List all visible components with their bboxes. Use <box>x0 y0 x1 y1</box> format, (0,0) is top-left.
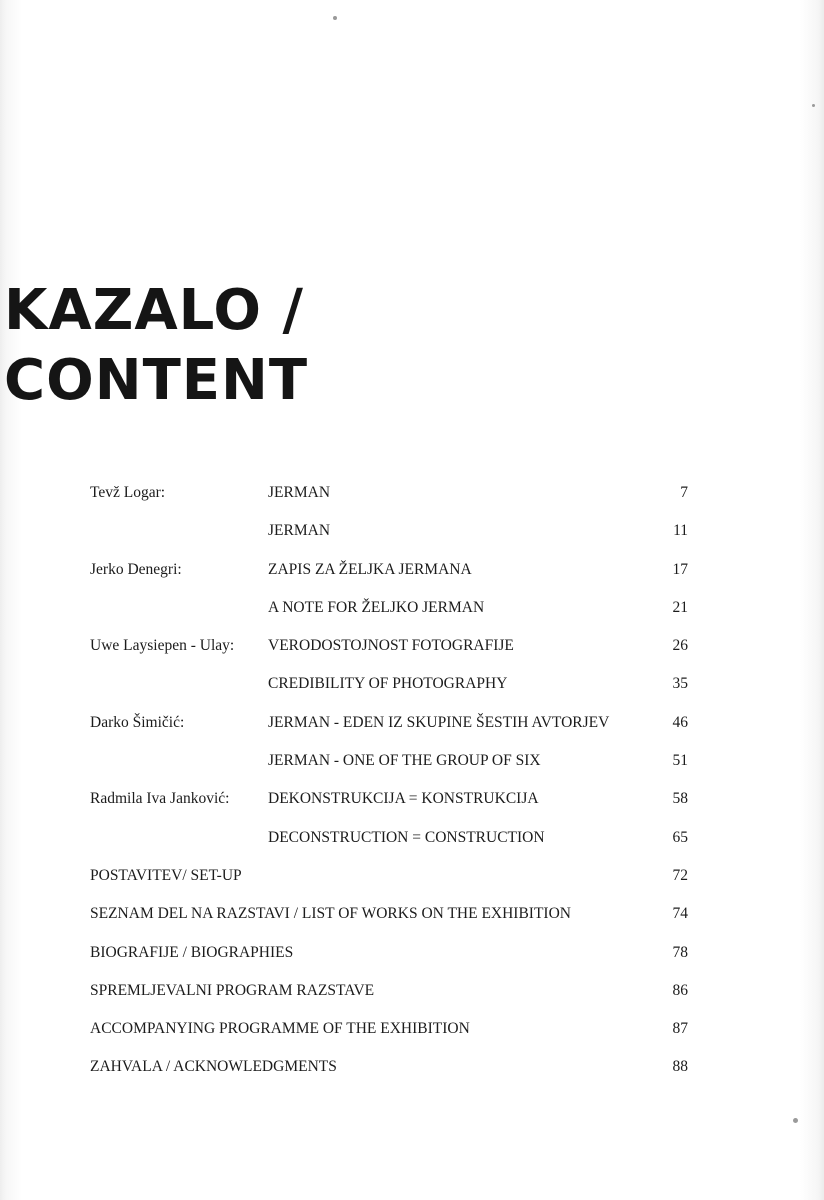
toc-author: Jerko Denegri: <box>90 560 182 578</box>
toc-page-number: 78 <box>672 943 688 961</box>
toc-entry-title: SPREMLJEVALNI PROGRAM RAZSTAVE <box>90 981 375 999</box>
table-of-contents <box>90 474 690 1087</box>
toc-page-number: 88 <box>672 1058 688 1076</box>
toc-page-number: 7 <box>680 484 688 501</box>
toc-author: Radmila Iva Janković: <box>90 790 230 808</box>
toc-row <box>90 1048 690 1086</box>
toc-entry-title: JERMAN - ONE OF THE GROUP OF SIX <box>268 752 541 770</box>
toc-entry-title: POSTAVITEV/ SET-UP <box>90 866 242 884</box>
paper-speck <box>812 104 815 107</box>
toc-page-number: 17 <box>672 560 688 578</box>
toc-page-number: 86 <box>672 981 688 999</box>
toc-page-number: 35 <box>672 675 688 693</box>
toc-entry-title: BIOGRAFIJE / BIOGRAPHIES <box>90 943 294 961</box>
toc-row <box>90 780 690 818</box>
toc-row <box>90 512 690 550</box>
toc-page-number: 74 <box>672 905 688 923</box>
toc-row <box>90 627 690 665</box>
toc-row <box>90 1010 690 1048</box>
toc-entry-title: VERODOSTOJNOST FOTOGRAFIJE <box>268 637 514 655</box>
toc-page-number: 58 <box>672 790 688 808</box>
toc-row <box>90 934 690 972</box>
paper-speck <box>793 1118 798 1123</box>
toc-entry-title: DEKONSTRUKCIJA = KONSTRUKCIJA <box>268 790 539 808</box>
toc-page-number: 21 <box>672 598 688 616</box>
toc-entry-title: CREDIBILITY OF PHOTOGRAPHY <box>268 675 508 693</box>
toc-entry-title: JERMAN - EDEN IZ SKUPINE ŠESTIH AVTORJEV <box>268 713 610 731</box>
toc-page-number: 72 <box>672 866 688 884</box>
title-line-2: CONTENT <box>4 348 309 413</box>
paper-speck <box>333 16 337 20</box>
toc-entry-title: A NOTE FOR ŽELJKO JERMAN <box>268 598 485 616</box>
toc-row <box>90 819 690 857</box>
toc-entry-title: JERMAN <box>268 484 331 501</box>
toc-page-number: 87 <box>672 1020 688 1038</box>
toc-row <box>90 474 690 512</box>
toc-row <box>90 857 690 895</box>
toc-entry-title: ZAPIS ZA ŽELJKA JERMANA <box>268 560 472 578</box>
toc-page-number: 51 <box>672 752 688 770</box>
title-line-1: KAZALO / <box>4 278 304 343</box>
toc-row <box>90 972 690 1010</box>
toc-row <box>90 589 690 627</box>
toc-entry-title: ZAHVALA / ACKNOWLEDGMENTS <box>90 1058 337 1076</box>
toc-page-number: 26 <box>672 637 688 655</box>
toc-page-number: 65 <box>672 828 688 846</box>
toc-entry-title: DECONSTRUCTION = CONSTRUCTION <box>268 828 545 846</box>
toc-row <box>90 665 690 703</box>
page-title <box>4 276 308 416</box>
toc-entry-title: SEZNAM DEL NA RAZSTAVI / LIST OF WORKS ON THE EXHIBITION <box>90 905 571 923</box>
toc-row <box>90 704 690 742</box>
toc-page-number: 11 <box>673 522 688 540</box>
toc-entry-title: JERMAN <box>268 522 331 540</box>
toc-entry-title: ACCOMPANYING PROGRAMME OF THE EXHIBITION <box>90 1020 470 1038</box>
toc-row <box>90 895 690 933</box>
toc-row <box>90 551 690 589</box>
toc-author: Tevž Logar: <box>90 484 166 501</box>
toc-author: Uwe Laysiepen - Ulay: <box>90 637 235 655</box>
toc-author: Darko Šimičić: <box>90 713 185 731</box>
toc-row <box>90 742 690 780</box>
toc-page-number: 46 <box>672 713 688 731</box>
